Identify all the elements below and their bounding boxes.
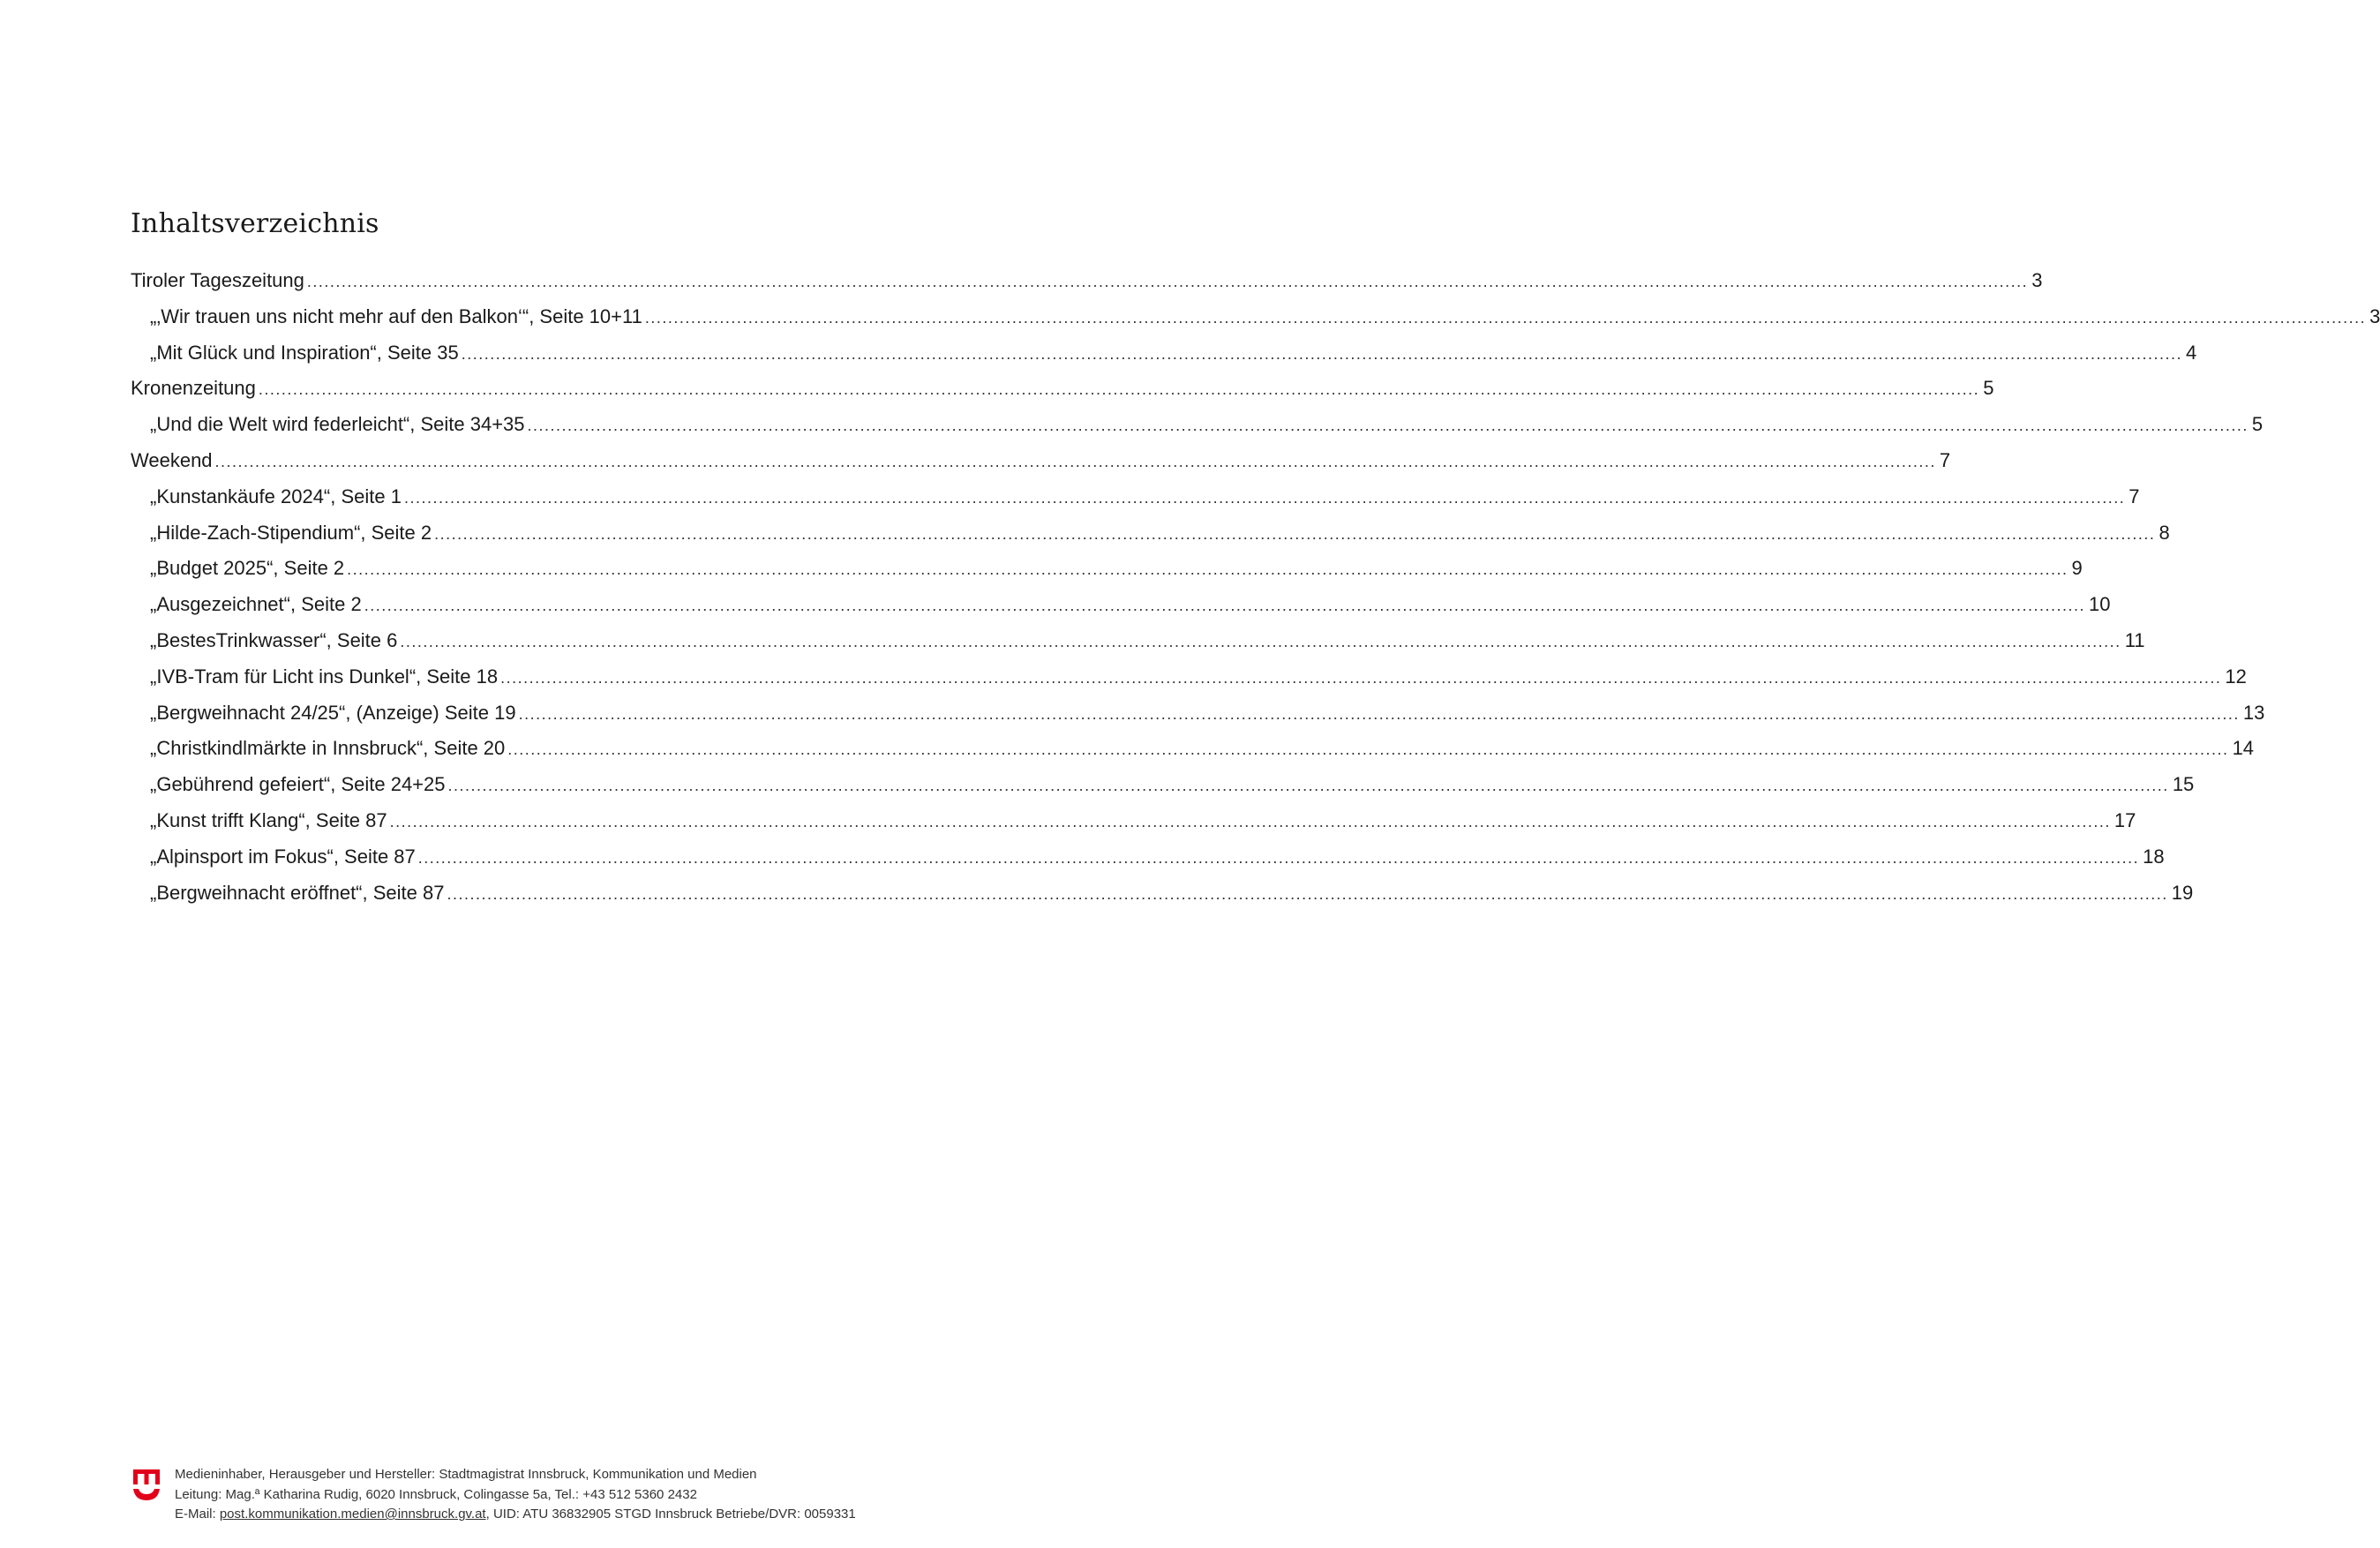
toc-entry-page-number: 11 — [2124, 628, 2145, 651]
toc-entry-page-number: 7 — [1939, 448, 1951, 471]
toc-entry[interactable] — [131, 737, 2255, 773]
toc-entry[interactable] — [131, 377, 1994, 413]
toc-dot-leader: ............................................................................................................................................................................................................................................................................................................ — [518, 704, 2240, 723]
toc-dot-leader: ............................................................................................................................................................................................................................................................................................................ — [347, 560, 2068, 579]
toc-entry-label: „Alpinsport im Fokus“, Seite 87 — [150, 845, 416, 868]
toc-entry-page-number: 17 — [2113, 808, 2136, 831]
toc-entry-page-number: 10 — [2089, 593, 2111, 616]
toc-dot-leader: ............................................................................................................................................................................................................................................................................................................ — [507, 740, 2229, 759]
toc-entry-page-number: 19 — [2171, 881, 2194, 904]
toc-dot-leader: ............................................................................................................................................................................................................................................................................................................ — [447, 777, 2169, 795]
toc-entry[interactable] — [131, 485, 2140, 522]
toc-entry-label: „Hilde-Zach-Stipendium“, Seite 2 — [150, 521, 432, 544]
toc-entry-label: Kronenzeitung — [131, 377, 256, 400]
toc-entry-page-number: 13 — [2242, 701, 2265, 724]
toc-dot-leader: ............................................................................................................................................................................................................................................................................................................ — [400, 632, 2121, 650]
footer-text — [175, 1465, 856, 1525]
toc-entry-page-number: 5 — [1983, 377, 1994, 400]
toc-dot-leader: ............................................................................................................................................................................................................................................................................................................ — [500, 668, 2222, 687]
toc-entry-label: „‚Wir trauen uns nicht mehr auf den Balkon‘“, Seite 10+11 — [150, 304, 642, 327]
footer-email-prefix: E-Mail: — [175, 1507, 220, 1522]
toc-entry-page-number: 3 — [2031, 269, 2043, 291]
toc-dot-leader: ............................................................................................................................................................................................................................................................................................................ — [258, 380, 1980, 399]
toc-dot-leader: ............................................................................................................................................................................................................................................................................................................ — [214, 452, 1936, 470]
innsbruck-city-logo-icon — [132, 1468, 161, 1503]
toc-dot-leader: ............................................................................................................................................................................................................................................................................................................ — [527, 417, 2249, 435]
footer-publisher-line: Medieninhaber, Herausgeber und Hersteller: Stadtmagistrat Innsbruck, Kommunikation und Medien — [175, 1467, 757, 1482]
toc-entry-label: „Mit Glück und Inspiration“, Seite 35 — [150, 341, 459, 364]
toc-entry-label: „BestesTrinkwasser“, Seite 6 — [150, 628, 398, 651]
toc-entry-page-number: 18 — [2143, 845, 2165, 868]
toc-entry-label: „Budget 2025“, Seite 2 — [150, 557, 345, 580]
page-title: Inhaltsverzeichnis — [131, 208, 379, 239]
toc-dot-leader: ............................................................................................................................................................................................................................................................................................................ — [364, 597, 2085, 615]
toc-entry-page-number: 5 — [2251, 413, 2264, 436]
toc-entry[interactable] — [131, 808, 2136, 845]
footer-email-link[interactable]: post.kommunikation.medien@innsbruck.gv.at — [219, 1507, 486, 1522]
toc-dot-leader: ............................................................................................................................................................................................................................................................................................................ — [447, 884, 2168, 903]
toc-entry-label: „Kunstankäufe 2024“, Seite 1 — [150, 485, 402, 507]
toc-entry-page-number: 15 — [2172, 773, 2195, 796]
toc-entry-page-number: 14 — [2232, 737, 2255, 760]
footer-management-line: Leitung: Mag.ª Katharina Rudig, 6020 Innsbruck, Colingasse 5a, Tel.: +43 512 5360 2432 — [175, 1486, 697, 1502]
toc-entry-label: „Und die Welt wird federleicht“, Seite 34+35 — [150, 413, 525, 436]
toc-dot-leader: ............................................................................................................................................................................................................................................................................................................ — [644, 308, 2367, 327]
toc-entry[interactable] — [131, 628, 2145, 665]
toc-entry-page-number: 9 — [2071, 557, 2083, 580]
toc-dot-leader: ............................................................................................................................................................................................................................................................................................................ — [434, 524, 2156, 543]
toc-entry-label: „Ausgezeichnet“, Seite 2 — [150, 593, 362, 616]
toc-entry[interactable] — [131, 665, 2247, 702]
toc-entry[interactable] — [131, 593, 2111, 629]
toc-entry-label: „Bergweihnacht eröffnet“, Seite 87 — [150, 881, 445, 904]
toc-entry-page-number: 8 — [2159, 521, 2170, 544]
toc-dot-leader: ............................................................................................................................................................................................................................................................................................................ — [417, 848, 2140, 867]
toc-entry[interactable] — [131, 341, 2197, 378]
toc-dot-leader: ............................................................................................................................................................................................................................................................................................................ — [461, 344, 2183, 363]
footer — [132, 1465, 962, 1527]
toc-entry-label: Weekend — [131, 448, 213, 471]
toc-entry[interactable] — [131, 701, 2265, 738]
toc-entry-label: „Bergweihnacht 24/25“, (Anzeige) Seite 19 — [150, 701, 516, 724]
toc-dot-leader: ............................................................................................................................................................................................................................................................................................................ — [306, 273, 2029, 290]
footer-contact-line — [175, 1505, 856, 1525]
toc-entry-label: „Christkindlmärkte in Innsbruck“, Seite 20 — [150, 737, 506, 760]
toc-entry[interactable] — [131, 881, 2194, 918]
toc-entry-label: Tiroler Tageszeitung — [131, 269, 304, 291]
toc-entry-page-number: 3 — [2369, 304, 2380, 327]
toc-entry[interactable] — [131, 521, 2170, 558]
toc-entry[interactable] — [131, 557, 2083, 593]
toc-entry[interactable] — [131, 845, 2165, 882]
toc-entry-label: „IVB-Tram für Licht ins Dunkel“, Seite 18 — [150, 665, 499, 688]
toc-entry[interactable] — [131, 448, 1951, 485]
toc-dot-leader: ............................................................................................................................................................................................................................................................................................................ — [403, 488, 2126, 507]
footer-uid-text: , UID: ATU 36832905 STGD Innsbruck Betriebe/DVR: 0059331 — [485, 1507, 856, 1522]
toc-entry[interactable] — [131, 773, 2195, 809]
toc-entry-page-number: 12 — [2225, 665, 2247, 688]
toc-entry[interactable] — [131, 413, 2264, 449]
toc-entry[interactable] — [131, 269, 2043, 305]
toc-entry-label: „Kunst trifft Klang“, Seite 87 — [150, 808, 387, 831]
toc-entry-page-number: 7 — [2128, 485, 2140, 507]
logo-shape — [133, 1469, 160, 1500]
table-of-contents — [131, 269, 2380, 917]
toc-dot-leader: ............................................................................................................................................................................................................................................................................................................ — [389, 812, 2111, 830]
toc-entry-page-number: 4 — [2186, 341, 2197, 364]
toc-entry-label: „Gebührend gefeiert“, Seite 24+25 — [150, 773, 446, 796]
toc-entry[interactable] — [131, 304, 2380, 342]
